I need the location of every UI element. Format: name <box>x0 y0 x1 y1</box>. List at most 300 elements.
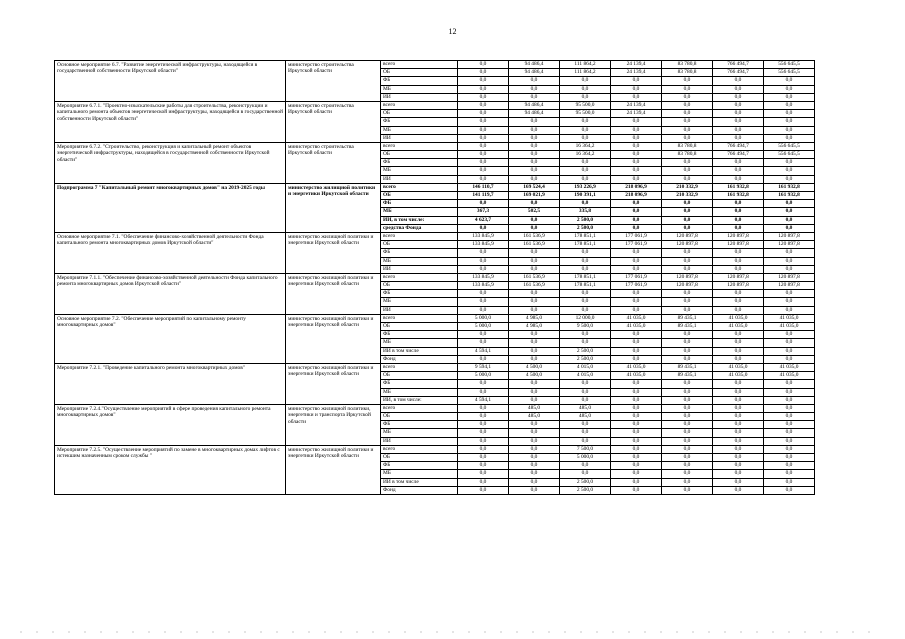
year-value: 0,0 <box>611 429 662 437</box>
year-value: 0,0 <box>764 101 815 109</box>
year-value: 0,0 <box>458 306 509 314</box>
year-value: 0,0 <box>662 167 713 175</box>
year-value: 5 000,0 <box>560 454 611 462</box>
funding-source: ФБ <box>381 118 458 126</box>
year-value: 0,0 <box>509 454 560 462</box>
year-value: 0,0 <box>764 445 815 453</box>
funding-source: ИИ, в том числе: <box>381 396 458 404</box>
year-value: 141 119,7 <box>458 192 509 200</box>
year-value: 0,0 <box>611 249 662 257</box>
year-value: 5 000,0 <box>458 323 509 331</box>
year-value: 0,0 <box>764 339 815 347</box>
year-value: 0,0 <box>560 93 611 101</box>
year-value: 161 932,8 <box>713 183 764 191</box>
year-value: 210 332,9 <box>662 183 713 191</box>
year-value: 193 226,9 <box>560 183 611 191</box>
funding-source: всего <box>381 314 458 322</box>
year-value: 2 500,0 <box>560 216 611 224</box>
year-value: 0,0 <box>764 454 815 462</box>
year-value: 0,0 <box>458 175 509 183</box>
year-value: 0,0 <box>458 151 509 159</box>
activity-name: Мероприятие 7.2.4."Осуществление мероприятий в сфере проведения капитального ремонта многоквартирных домов" <box>55 404 286 445</box>
year-value: 0,0 <box>458 167 509 175</box>
year-value: 0,0 <box>713 249 764 257</box>
year-value: 0,0 <box>662 486 713 494</box>
year-value: 0,0 <box>560 159 611 167</box>
year-value: 0,0 <box>662 224 713 232</box>
year-value: 2 500,0 <box>560 224 611 232</box>
year-value: 0,0 <box>764 208 815 216</box>
year-value: 0,0 <box>458 331 509 339</box>
executor-name: министерство строительства Иркутской области <box>286 101 381 142</box>
funding-source: всего <box>381 445 458 453</box>
year-value: 0,0 <box>764 77 815 85</box>
year-value: 0,0 <box>509 159 560 167</box>
year-value: 0,0 <box>560 290 611 298</box>
year-value: 0,0 <box>713 265 764 273</box>
year-value: 0,0 <box>509 134 560 142</box>
year-value: 133 845,9 <box>458 282 509 290</box>
year-value: 41 035,0 <box>764 314 815 322</box>
year-value: 0,0 <box>509 118 560 126</box>
year-value: 94 486,4 <box>509 61 560 69</box>
year-value: 0,0 <box>662 290 713 298</box>
year-value: 0,0 <box>458 413 509 421</box>
year-value: 0,0 <box>713 355 764 363</box>
activity-name: Мероприятие 6.7.2. "Строительство, реконструкция и капитальный ремонт объектов энергетической инфраструктуры, находящейся в государственной собственности Иркутской области" <box>55 142 286 183</box>
year-value: 0,0 <box>611 208 662 216</box>
year-value: 0,0 <box>662 249 713 257</box>
year-value: 0,0 <box>458 85 509 93</box>
year-value: 89 435,1 <box>662 372 713 380</box>
year-value: 0,0 <box>662 388 713 396</box>
year-value: 0,0 <box>458 134 509 142</box>
year-value: 0,0 <box>458 118 509 126</box>
year-value: 0,0 <box>764 167 815 175</box>
year-value: 0,0 <box>560 126 611 134</box>
year-value: 0,0 <box>458 445 509 453</box>
year-value: 0,0 <box>509 437 560 445</box>
year-value: 0,0 <box>662 380 713 388</box>
year-value: 0,0 <box>764 93 815 101</box>
year-value: 41 035,0 <box>713 363 764 371</box>
year-value: 0,0 <box>611 118 662 126</box>
year-value: 0,0 <box>611 298 662 306</box>
year-value: 0,0 <box>611 421 662 429</box>
year-value: 0,0 <box>713 118 764 126</box>
funding-source: ОБ <box>381 282 458 290</box>
table-row <box>55 183 815 191</box>
year-value: 0,0 <box>611 142 662 150</box>
year-value: 2 500,0 <box>560 478 611 486</box>
year-value: 161 536,9 <box>509 282 560 290</box>
year-value: 0,0 <box>713 134 764 142</box>
year-value: 0,0 <box>509 429 560 437</box>
funding-source: ФБ <box>381 421 458 429</box>
year-value: 0,0 <box>458 290 509 298</box>
year-value: 0,0 <box>662 216 713 224</box>
year-value: 0,0 <box>764 175 815 183</box>
year-value: 0,0 <box>764 249 815 257</box>
year-value: 0,0 <box>611 396 662 404</box>
year-value: 0,0 <box>509 396 560 404</box>
year-value: 0,0 <box>662 355 713 363</box>
year-value: 111 864,2 <box>560 69 611 77</box>
year-value: 4 015,0 <box>560 363 611 371</box>
year-value: 0,0 <box>458 470 509 478</box>
year-value: 177 061,9 <box>611 273 662 281</box>
year-value: 0,0 <box>458 77 509 85</box>
year-value: 0,0 <box>611 151 662 159</box>
year-value: 0,0 <box>560 396 611 404</box>
funding-source: ОБ <box>381 192 458 200</box>
year-value: 0,0 <box>764 437 815 445</box>
funding-source: всего <box>381 404 458 412</box>
year-value: 766 494,7 <box>713 69 764 77</box>
year-value: 0,0 <box>458 437 509 445</box>
year-value: 0,0 <box>713 224 764 232</box>
year-value: 4 594,1 <box>458 396 509 404</box>
year-value: 0,0 <box>764 306 815 314</box>
year-value: 0,0 <box>662 437 713 445</box>
year-value: 0,0 <box>458 142 509 150</box>
year-value: 0,0 <box>713 380 764 388</box>
year-value: 0,0 <box>662 429 713 437</box>
year-value: 0,0 <box>662 159 713 167</box>
table-row <box>55 273 815 281</box>
year-value: 0,0 <box>611 306 662 314</box>
year-value: 0,0 <box>764 470 815 478</box>
year-value: 0,0 <box>713 470 764 478</box>
year-value: 485,0 <box>560 404 611 412</box>
funding-source: ФБ <box>381 200 458 208</box>
executor-name: министерство жилищной политики и энергетики Иркутской области <box>286 363 381 404</box>
year-value: 94 486,4 <box>509 110 560 118</box>
year-value: 120 897,8 <box>713 282 764 290</box>
year-value: 4 500,0 <box>509 363 560 371</box>
year-value: 0,0 <box>662 470 713 478</box>
year-value: 0,0 <box>662 298 713 306</box>
funding-source: всего <box>381 61 458 69</box>
executor-name: министерство жилищной политики и энергетики Иркутской области <box>286 183 381 232</box>
funding-source: МБ <box>381 298 458 306</box>
executor-name: министерство жилищной политики и энергетики Иркутской области <box>286 232 381 273</box>
year-value: 9 594,1 <box>458 363 509 371</box>
year-value: 0,0 <box>560 470 611 478</box>
year-value: 0,0 <box>611 257 662 265</box>
year-value: 0,0 <box>509 167 560 175</box>
year-value: 0,0 <box>713 421 764 429</box>
year-value: 0,0 <box>611 126 662 134</box>
year-value: 89 435,1 <box>662 363 713 371</box>
year-value: 120 897,8 <box>713 232 764 240</box>
year-value: 0,0 <box>458 454 509 462</box>
year-value: 2 500,0 <box>560 355 611 363</box>
year-value: 0,0 <box>611 445 662 453</box>
year-value: 0,0 <box>509 257 560 265</box>
funding-source: ИИ <box>381 134 458 142</box>
year-value: 0,0 <box>764 396 815 404</box>
year-value: 556 645,5 <box>764 69 815 77</box>
year-value: 0,0 <box>509 445 560 453</box>
funding-source: ОБ <box>381 241 458 249</box>
year-value: 0,0 <box>611 347 662 355</box>
year-value: 120 897,8 <box>764 241 815 249</box>
year-value: 0,0 <box>611 404 662 412</box>
year-value: 0,0 <box>764 347 815 355</box>
year-value: 161 932,8 <box>764 192 815 200</box>
funding-source: ОБ <box>381 372 458 380</box>
executor-name: министерство жилищной политики, энергетики и транспорта Иркутской области <box>286 404 381 445</box>
year-value: 0,0 <box>662 265 713 273</box>
year-value: 0,0 <box>458 110 509 118</box>
executor-name: министерство строительства Иркутской области <box>286 142 381 183</box>
year-value: 0,0 <box>662 413 713 421</box>
year-value: 0,0 <box>713 462 764 470</box>
year-value: 0,0 <box>764 265 815 273</box>
year-value: 210 332,9 <box>662 192 713 200</box>
year-value: 120 897,8 <box>713 273 764 281</box>
year-value: 161 932,8 <box>764 183 815 191</box>
year-value: 0,0 <box>713 208 764 216</box>
year-value: 0,0 <box>611 93 662 101</box>
year-value: 766 494,7 <box>713 142 764 150</box>
year-value: 0,0 <box>611 159 662 167</box>
year-value: 0,0 <box>611 77 662 85</box>
year-value: 133 845,9 <box>458 273 509 281</box>
year-value: 4 985,0 <box>509 323 560 331</box>
year-value: 0,0 <box>713 200 764 208</box>
year-value: 0,0 <box>662 200 713 208</box>
year-value: 178 851,1 <box>560 232 611 240</box>
funding-source: всего <box>381 142 458 150</box>
table-row <box>55 404 815 412</box>
year-value: 0,0 <box>458 355 509 363</box>
year-value: 178 851,1 <box>560 282 611 290</box>
year-value: 0,0 <box>662 339 713 347</box>
year-value: 0,0 <box>764 331 815 339</box>
year-value: 0,0 <box>662 396 713 404</box>
year-value: 0,0 <box>662 126 713 134</box>
year-value: 83 780,8 <box>662 142 713 150</box>
year-value: 0,0 <box>458 404 509 412</box>
funding-source: МБ <box>381 208 458 216</box>
executor-name: министерство жилищной политики и энергетики Иркутской области <box>286 314 381 363</box>
year-value: 0,0 <box>611 339 662 347</box>
year-value: 0,0 <box>509 355 560 363</box>
year-value: 0,0 <box>458 224 509 232</box>
year-value: 94 486,4 <box>509 101 560 109</box>
year-value: 0,0 <box>662 134 713 142</box>
year-value: 41 035,0 <box>764 372 815 380</box>
year-value: 0,0 <box>611 486 662 494</box>
year-value: 0,0 <box>764 478 815 486</box>
year-value: 0,0 <box>662 404 713 412</box>
year-value: 0,0 <box>611 175 662 183</box>
year-value: 0,0 <box>611 437 662 445</box>
year-value: 0,0 <box>509 265 560 273</box>
year-value: 133 845,9 <box>458 232 509 240</box>
year-value: 0,0 <box>713 216 764 224</box>
year-value: 0,0 <box>560 306 611 314</box>
year-value: 0,0 <box>713 126 764 134</box>
year-value: 0,0 <box>611 290 662 298</box>
funding-source: МБ <box>381 339 458 347</box>
year-value: 0,0 <box>458 265 509 273</box>
year-value: 0,0 <box>560 200 611 208</box>
year-value: 0,0 <box>713 85 764 93</box>
year-value: 0,0 <box>662 101 713 109</box>
year-value: 0,0 <box>509 290 560 298</box>
year-value: 0,0 <box>764 257 815 265</box>
year-value: 485,0 <box>509 404 560 412</box>
funding-source: ИИ <box>381 265 458 273</box>
year-value: 0,0 <box>458 388 509 396</box>
year-value: 0,0 <box>713 486 764 494</box>
year-value: 766 494,7 <box>713 151 764 159</box>
year-value: 120 897,8 <box>662 241 713 249</box>
year-value: 0,0 <box>713 388 764 396</box>
year-value: 0,0 <box>611 355 662 363</box>
year-value: 0,0 <box>764 355 815 363</box>
table-row <box>55 314 815 322</box>
year-value: 0,0 <box>764 486 815 494</box>
year-value: 24 139,4 <box>611 61 662 69</box>
funding-source: ИИ <box>381 437 458 445</box>
year-value: 0,0 <box>560 77 611 85</box>
year-value: 0,0 <box>764 413 815 421</box>
funding-source: средства Фонда <box>381 224 458 232</box>
scan-edge-artifact <box>0 630 905 634</box>
year-value: 0,0 <box>458 339 509 347</box>
year-value: 0,0 <box>509 306 560 314</box>
year-value: 0,0 <box>713 93 764 101</box>
year-value: 0,0 <box>458 61 509 69</box>
year-value: 0,0 <box>611 216 662 224</box>
year-value: 0,0 <box>560 257 611 265</box>
year-value: 89 435,1 <box>662 314 713 322</box>
funding-source: МБ <box>381 257 458 265</box>
year-value: 0,0 <box>662 462 713 470</box>
year-value: 161 536,9 <box>509 232 560 240</box>
funding-source: ИИ в том числе <box>381 478 458 486</box>
year-value: 0,0 <box>560 339 611 347</box>
year-value: 0,0 <box>509 486 560 494</box>
year-value: 0,0 <box>560 462 611 470</box>
year-value: 4 985,0 <box>509 314 560 322</box>
activity-name: Основное мероприятие 6.7. "Развитие энергетической инфраструктуры, находящейся в государственной собственности Иркутской области" <box>55 61 286 102</box>
year-value: 41 035,0 <box>611 363 662 371</box>
year-value: 41 035,0 <box>713 314 764 322</box>
table-row <box>55 101 815 109</box>
funding-table-body <box>55 61 815 495</box>
year-value: 0,0 <box>509 224 560 232</box>
funding-source: ФБ <box>381 159 458 167</box>
year-value: 0,0 <box>611 85 662 93</box>
funding-source: всего <box>381 232 458 240</box>
funding-source: ИИ, в том числе: <box>381 216 458 224</box>
funding-source: МБ <box>381 85 458 93</box>
year-value: 0,0 <box>764 134 815 142</box>
year-value: 0,0 <box>662 208 713 216</box>
year-value: 5 000,0 <box>458 372 509 380</box>
year-value: 485,0 <box>509 413 560 421</box>
year-value: 0,0 <box>509 347 560 355</box>
year-value: 41 035,0 <box>611 314 662 322</box>
executor-name: министерство жилищной политики и энергетики Иркутской области <box>286 445 381 494</box>
year-value: 169 524,4 <box>509 183 560 191</box>
year-value: 0,0 <box>509 142 560 150</box>
funding-source: МБ <box>381 429 458 437</box>
year-value: 0,0 <box>764 462 815 470</box>
year-value: 0,0 <box>458 93 509 101</box>
year-value: 0,0 <box>713 331 764 339</box>
year-value: 190 391,1 <box>560 192 611 200</box>
year-value: 0,0 <box>458 101 509 109</box>
year-value: 0,0 <box>509 339 560 347</box>
year-value: 0,0 <box>611 388 662 396</box>
funding-source: ОБ <box>381 110 458 118</box>
year-value: 0,0 <box>509 85 560 93</box>
year-value: 2 500,0 <box>560 347 611 355</box>
year-value: 0,0 <box>611 331 662 339</box>
year-value: 120 897,8 <box>662 282 713 290</box>
year-value: 485,0 <box>560 413 611 421</box>
year-value: 41 035,0 <box>713 323 764 331</box>
funding-source: МБ <box>381 470 458 478</box>
year-value: 0,0 <box>662 77 713 85</box>
year-value: 0,0 <box>509 77 560 85</box>
year-value: 133 845,9 <box>458 241 509 249</box>
funding-source: ОБ <box>381 323 458 331</box>
year-value: 0,0 <box>611 167 662 175</box>
year-value: 556 645,5 <box>764 142 815 150</box>
year-value: 0,0 <box>560 175 611 183</box>
funding-source: ИИ в том числе <box>381 347 458 355</box>
year-value: 0,0 <box>662 306 713 314</box>
year-value: 0,0 <box>611 478 662 486</box>
year-value: 0,0 <box>611 470 662 478</box>
year-value: 0,0 <box>764 290 815 298</box>
year-value: 0,0 <box>509 216 560 224</box>
year-value: 0,0 <box>713 167 764 175</box>
year-value: 0,0 <box>713 290 764 298</box>
year-value: 161 932,8 <box>713 192 764 200</box>
year-value: 218 096,9 <box>611 183 662 191</box>
funding-source: всего <box>381 101 458 109</box>
year-value: 0,0 <box>713 478 764 486</box>
year-value: 0,0 <box>611 224 662 232</box>
year-value: 41 035,0 <box>764 323 815 331</box>
year-value: 0,0 <box>509 126 560 134</box>
year-value: 120 897,8 <box>713 241 764 249</box>
funding-source: ОБ <box>381 413 458 421</box>
executor-name: министерство строительства Иркутской области <box>286 61 381 102</box>
year-value: 0,0 <box>509 151 560 159</box>
year-value: 111 864,2 <box>560 61 611 69</box>
year-value: 0,0 <box>662 478 713 486</box>
year-value: 120 897,8 <box>662 232 713 240</box>
activity-name: Основное мероприятие 7.2. "Обеспечение мероприятий по капитальному ремонту многоквартирных домов" <box>55 314 286 363</box>
year-value: 218 096,9 <box>611 192 662 200</box>
year-value: 2 500,0 <box>560 486 611 494</box>
year-value: 0,0 <box>560 331 611 339</box>
year-value: 5 000,0 <box>458 314 509 322</box>
funding-source: ФБ <box>381 77 458 85</box>
year-value: 0,0 <box>764 429 815 437</box>
year-value: 0,0 <box>662 110 713 118</box>
year-value: 24 139,4 <box>611 101 662 109</box>
